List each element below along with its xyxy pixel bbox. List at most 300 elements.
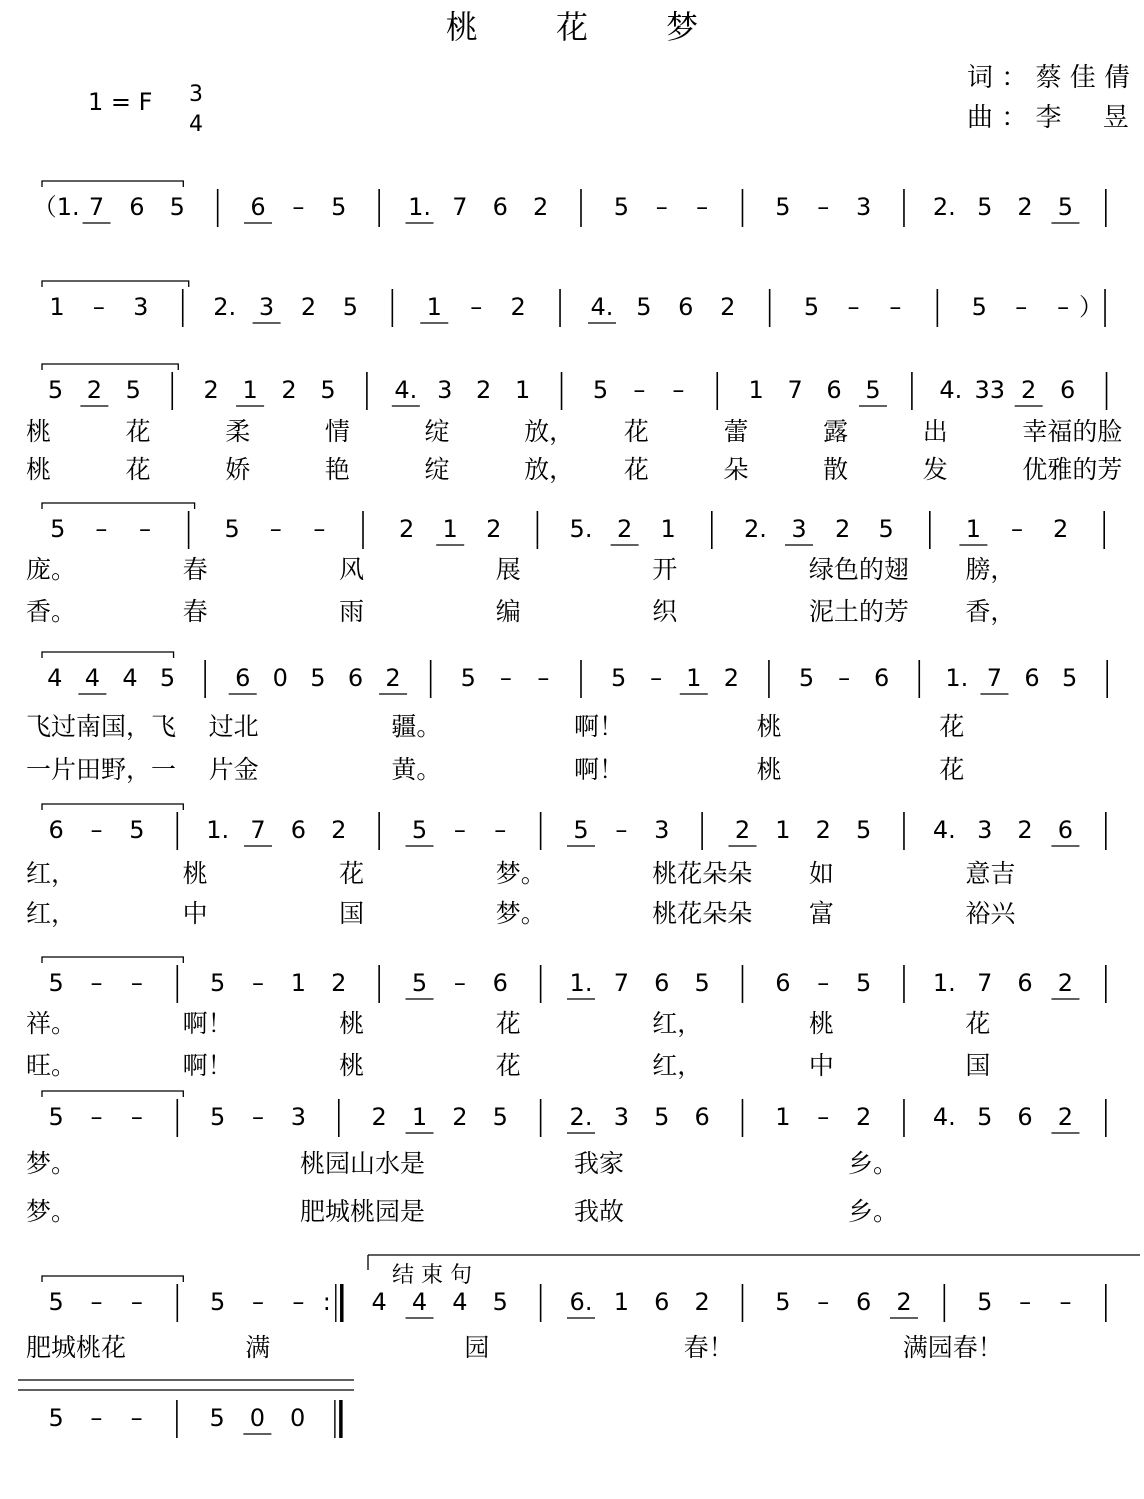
note: 2 (734, 816, 751, 844)
lyric-syllable: 园 (464, 1333, 490, 1362)
lyric-syllable: 我故 (574, 1197, 625, 1226)
dash-extension: – (130, 1103, 143, 1131)
slur-mark (42, 804, 183, 810)
lyric-syllable: 娇 (225, 455, 251, 484)
lyricist-credit: 词 ： 蔡 佳 倩 (966, 63, 1130, 93)
lyric-syllable: 桃 (339, 1051, 365, 1080)
lyric-syllable: 花 (125, 417, 151, 446)
lyric-syllable: 乡。 (848, 1149, 899, 1178)
lyric-syllable: 花 (939, 755, 965, 784)
lyric-syllable: 飞过南国，飞 (26, 712, 177, 741)
note: 5 (125, 376, 141, 404)
lyric-syllable: 梦。 (26, 1149, 77, 1178)
note: 5 (209, 1404, 225, 1432)
lyric-syllable: 膀， (965, 555, 1016, 584)
paren-close: ） (1079, 293, 1104, 321)
repeat-dots: : (322, 1288, 331, 1316)
dash-extension: – (1057, 293, 1070, 321)
lyric-syllable: 春！ (683, 1333, 734, 1362)
lyric-syllable: 桃 (26, 417, 52, 446)
lyric-syllable: 中 (182, 899, 208, 928)
slur-mark (42, 503, 195, 509)
note: 7 (250, 816, 266, 844)
note: 4 (452, 1288, 468, 1316)
note: 1 (660, 515, 676, 543)
lyric-syllable: 梦。 (26, 1197, 77, 1226)
lyric-syllable: 疆。 (391, 712, 442, 741)
ending-label: 结 束 句 (392, 1263, 472, 1288)
note: 6 (347, 664, 364, 692)
lyric-syllable: 片金 (208, 755, 259, 784)
lyric-syllable: 富 (808, 899, 834, 928)
dash-extension: – (313, 515, 326, 543)
note: 2 (1017, 816, 1033, 844)
note: 5 (592, 376, 609, 404)
note: 0 (249, 1404, 266, 1432)
lyric-syllable: 旺。 (26, 1051, 77, 1080)
dash-extension: – (672, 376, 685, 404)
note: 3 (654, 816, 670, 844)
note: 2 (398, 515, 415, 543)
note: 5 (878, 515, 894, 543)
lyric-syllable: 蕾 (723, 417, 749, 446)
note: 6 (1059, 376, 1076, 404)
note: 2. (932, 193, 956, 221)
note: 5 (48, 969, 64, 997)
note: 6 (235, 664, 251, 692)
note: 2 (331, 816, 347, 844)
lyric-syllable: 花 (339, 859, 365, 888)
slur-mark (42, 1276, 183, 1282)
lyric-syllable: 桃园山水是 (300, 1149, 426, 1178)
note: 6 (129, 193, 145, 221)
lyric-syllable: 花 (495, 1009, 521, 1038)
note: 2 (385, 664, 401, 692)
note: 3 (977, 816, 993, 844)
note: 4. (939, 376, 963, 404)
note: 5 (636, 293, 652, 321)
note: 1. (569, 969, 593, 997)
note: 5 (411, 816, 428, 844)
note: 2 (532, 193, 549, 221)
note: 1 (411, 1103, 428, 1131)
dash-extension: – (252, 1288, 265, 1316)
lyric-syllable: 梦。 (495, 899, 546, 928)
lyric-syllable: 红， (652, 1009, 703, 1038)
dash-extension: – (130, 1288, 143, 1316)
note: 2 (331, 969, 347, 997)
note: 5 (855, 969, 872, 997)
lyric-syllable: 中 (808, 1051, 834, 1080)
note: 5 (210, 1288, 226, 1316)
lyric-syllable: 桃 (808, 1009, 834, 1038)
lyric-syllable: 肥城桃园是 (300, 1197, 426, 1226)
lyric-syllable: 黄。 (391, 755, 442, 784)
lyric-syllable: 过北 (208, 712, 259, 741)
lyric-syllable: 桃 (756, 712, 782, 741)
note: 1 (290, 969, 307, 997)
note: 6 (1017, 969, 1033, 997)
note: 4 (371, 1288, 387, 1316)
note: 1. (408, 193, 431, 221)
note: 6 (694, 1103, 710, 1131)
dash-extension: – (470, 293, 483, 321)
dash-extension: – (817, 1288, 830, 1316)
lyric-syllable: 泥土的芳 (808, 597, 909, 626)
note: 7 (613, 969, 630, 997)
song-title: 桃 花 梦 (445, 8, 733, 46)
note: 3 (290, 1103, 307, 1131)
dash-extension: – (817, 969, 830, 997)
lyric-syllable: 织 (652, 597, 678, 626)
dash-extension: – (90, 1404, 103, 1432)
lyric-syllable: 春 (182, 597, 208, 626)
lyric-syllable: 梦。 (495, 859, 546, 888)
note: 2 (1057, 969, 1074, 997)
note: 1 (514, 376, 531, 404)
note: 1 (242, 376, 258, 404)
lyric-syllable: 桃 (756, 755, 782, 784)
lyric-syllable: 展 (495, 555, 521, 584)
note: 3 (613, 1103, 630, 1131)
dash-extension: – (139, 515, 151, 543)
lyric-syllable: 放， (524, 417, 575, 446)
note: 6 (654, 1288, 670, 1316)
dash-extension: – (453, 969, 466, 997)
lyric-syllable: 满 (245, 1333, 271, 1362)
note: 6. (569, 1288, 593, 1316)
lyric-syllable: 肥城桃花 (26, 1333, 127, 1362)
slur-mark (42, 364, 178, 370)
note: 2 (616, 515, 633, 543)
note: 6 (826, 376, 842, 404)
dash-extension: – (655, 193, 668, 221)
note: 5 (977, 193, 993, 221)
note: 5 (48, 1404, 64, 1432)
note: 1. (206, 816, 230, 844)
note: 7 (787, 376, 803, 404)
dash-extension: – (537, 664, 550, 692)
note: 7 (986, 664, 1003, 692)
note: 1 (775, 816, 791, 844)
score-layer (18, 181, 1140, 1438)
note: 5 (48, 1103, 64, 1131)
note: 2 (300, 293, 317, 321)
lyric-syllable: 如 (808, 859, 834, 888)
dash-extension: – (252, 969, 265, 997)
dash-extension: – (292, 193, 305, 221)
dash-extension: – (696, 193, 709, 221)
dash-extension: – (90, 816, 103, 844)
lyric-syllable: 绽 (424, 417, 450, 446)
slur-mark (42, 652, 174, 658)
note: 7 (452, 193, 468, 221)
note: 5 (47, 376, 64, 404)
note: 5 (50, 515, 66, 543)
note: 6 (874, 664, 890, 692)
lyric-syllable: 开 (652, 555, 678, 584)
lyric-syllable: 花 (939, 712, 965, 741)
lyric-syllable: 乡。 (848, 1197, 899, 1226)
dash-extension: – (90, 1103, 103, 1131)
lyric-syllable: 祥。 (26, 1009, 77, 1038)
dash-extension: – (650, 664, 663, 692)
lyric-syllable: 国 (339, 899, 365, 928)
note: 6 (775, 969, 791, 997)
note: 2 (452, 1103, 468, 1131)
dash-extension: – (1011, 515, 1023, 543)
note: 5 (775, 1288, 791, 1316)
note: 4 (122, 664, 138, 692)
lyric-syllable: 雨 (339, 597, 365, 626)
note: 4 (411, 1288, 428, 1316)
lyric-syllable: 香， (965, 597, 1016, 626)
composer-credit: 曲 ： 李 昱 (966, 103, 1129, 133)
note: 6 (492, 193, 508, 221)
lyric-syllable: 花 (965, 1009, 991, 1038)
note: （1. (32, 193, 80, 221)
note: 5 (694, 969, 710, 997)
note: 5 (342, 293, 359, 321)
note: 6 (1017, 1103, 1033, 1131)
note: 2 (1052, 515, 1069, 543)
note: 5 (977, 1288, 993, 1316)
note: 2 (815, 816, 831, 844)
dash-extension: – (453, 816, 466, 844)
note: 5 (1061, 664, 1078, 692)
note: 5 (1057, 193, 1074, 221)
note: 5 (654, 1103, 670, 1131)
lyric-syllable: 柔 (225, 417, 251, 446)
note: 6 (1024, 664, 1040, 692)
lyric-syllable: 优雅的芳 (1022, 455, 1123, 484)
note: 2 (834, 515, 851, 543)
note: 2 (1017, 193, 1033, 221)
dash-extension: – (130, 1404, 143, 1432)
dash-extension: – (130, 969, 143, 997)
note: 5 (492, 1103, 508, 1131)
note: 2 (371, 1103, 387, 1131)
note: 4. (394, 376, 418, 404)
dash-extension: – (633, 376, 646, 404)
dash-extension: – (494, 816, 507, 844)
dash-extension: – (1015, 293, 1028, 321)
lyric-syllable: 春 (182, 555, 208, 584)
lyric-syllable: 花 (623, 417, 649, 446)
lyric-syllable: 花 (125, 455, 151, 484)
lyric-syllable: 红， (26, 899, 77, 928)
note: 5 (613, 193, 630, 221)
lyric-syllable: 发 (922, 455, 948, 484)
note: 7 (977, 969, 993, 997)
dash-extension: – (838, 664, 851, 692)
note: 5 (169, 193, 185, 221)
note: 6 (654, 969, 670, 997)
lyric-syllable: 香。 (26, 597, 77, 626)
note: 5 (610, 664, 627, 692)
note: 6 (1057, 816, 1074, 844)
note: 1 (748, 376, 764, 404)
note: 5 (803, 293, 820, 321)
dash-extension: – (90, 1288, 103, 1316)
lyric-syllable: 啊！ (182, 1009, 233, 1038)
note: 33 (974, 376, 1006, 404)
note: 5 (492, 1288, 508, 1316)
dash-extension: – (1059, 1288, 1072, 1316)
note: 5 (224, 515, 240, 543)
note: 3 (437, 376, 453, 404)
lyric-syllable: 露 (823, 417, 849, 446)
note: 2. (743, 515, 767, 543)
note: 2 (510, 293, 526, 321)
lyric-syllable: 绽 (424, 455, 450, 484)
lyric-syllable: 桃 (26, 455, 52, 484)
lyric-syllable: 编 (495, 597, 521, 626)
slur-mark (42, 1091, 183, 1097)
note: 2 (723, 664, 739, 692)
lyric-syllable: 花 (623, 455, 649, 484)
note: 3 (791, 515, 807, 543)
note: 5 (129, 816, 145, 844)
note: 1 (775, 1103, 791, 1131)
note: 5 (775, 193, 791, 221)
note: 5 (210, 969, 226, 997)
note: 4 (84, 664, 101, 692)
dash-extension: – (292, 1288, 305, 1316)
note: 2 (486, 515, 502, 543)
lyric-syllable: 朵 (723, 455, 749, 484)
note: 4. (932, 1103, 956, 1131)
note: 6 (290, 816, 307, 844)
note: 5 (460, 664, 476, 692)
note: 5 (971, 293, 987, 321)
note: 2 (281, 376, 297, 404)
note: 2. (569, 1103, 593, 1131)
note: 1 (49, 293, 65, 321)
dash-extension: – (95, 515, 108, 543)
lyric-syllable: 满园春！ (902, 1333, 1003, 1362)
slur-mark (42, 181, 183, 187)
note: 5 (855, 816, 872, 844)
slur-mark (42, 957, 183, 963)
dash-extension: – (817, 1103, 830, 1131)
note: 5 (865, 376, 881, 404)
dash-extension: – (615, 816, 628, 844)
lyric-syllable: 裕兴 (965, 899, 1016, 928)
note: 4 (47, 664, 63, 692)
note: 5 (798, 664, 815, 692)
lyric-syllable: 一片田野，一 (26, 755, 177, 784)
note: 6 (678, 293, 694, 321)
lyric-syllable: 啊！ (574, 755, 625, 784)
note: 6 (855, 1288, 872, 1316)
note: 1 (965, 515, 982, 543)
lyric-syllable: 绿色的翅 (808, 555, 909, 584)
note: 1 (442, 515, 458, 543)
lyric-syllable: 红， (652, 1051, 703, 1080)
note: 5 (331, 193, 347, 221)
note: 0 (289, 1404, 306, 1432)
lyric-syllable: 散 (823, 455, 849, 484)
note: 2 (720, 293, 736, 321)
lyric-syllable: 桃花朵朵 (652, 899, 753, 928)
lyric-syllable: 国 (965, 1051, 991, 1080)
note: 5 (573, 816, 589, 844)
note: 1 (613, 1288, 630, 1316)
note: 2 (203, 376, 219, 404)
lyric-syllable: 啊！ (574, 712, 625, 741)
note: 3 (855, 193, 872, 221)
lyric-syllable: 桃 (339, 1009, 365, 1038)
dash-extension: – (817, 193, 830, 221)
note: 1 (426, 293, 442, 321)
note: 2 (896, 1288, 912, 1316)
lyric-syllable: 情 (324, 417, 350, 446)
note: 2. (213, 293, 237, 321)
lyric-syllable: 啊！ (182, 1051, 233, 1080)
dash-extension: – (889, 293, 902, 321)
note: 5. (569, 515, 593, 543)
note: 4. (932, 816, 956, 844)
lyric-syllable: 幸福的脸 (1022, 417, 1123, 446)
note: 6 (250, 193, 266, 221)
note: 5 (411, 969, 428, 997)
lyric-syllable: 桃花朵朵 (652, 859, 753, 888)
note: 4. (590, 293, 614, 321)
note: 0 (272, 664, 288, 692)
note: 1 (686, 664, 702, 692)
note: 3 (133, 293, 149, 321)
time-signature-bottom: 4 (189, 112, 203, 137)
dash-extension: – (90, 969, 103, 997)
note: 5 (977, 1103, 993, 1131)
note: 1. (945, 664, 969, 692)
dash-extension: – (269, 515, 282, 543)
lyric-syllable: 庞。 (26, 555, 77, 584)
lyric-syllable: 红， (26, 859, 77, 888)
key-signature: 1 = F (88, 88, 153, 116)
slur-mark (42, 281, 189, 287)
lyric-syllable: 意吉 (965, 859, 1016, 888)
dash-extension: – (1019, 1288, 1032, 1316)
note: 2 (1057, 1103, 1074, 1131)
lyric-syllable: 风 (339, 555, 365, 584)
note: 5 (310, 664, 326, 692)
note: 6 (48, 816, 64, 844)
dash-extension: – (252, 1103, 265, 1131)
note: 2 (694, 1288, 710, 1316)
note: 2 (476, 376, 492, 404)
note: 5 (320, 376, 336, 404)
dash-extension: – (499, 664, 512, 692)
note: 3 (258, 293, 275, 321)
lyric-syllable: 出 (922, 417, 948, 446)
dash-extension: – (92, 293, 105, 321)
note: 1. (932, 969, 956, 997)
note: 5 (159, 664, 176, 692)
note: 5 (48, 1288, 64, 1316)
note: 2 (1021, 376, 1037, 404)
lyric-syllable: 我家 (574, 1149, 625, 1178)
note: 5 (210, 1103, 226, 1131)
time-signature-top: 3 (189, 82, 203, 107)
note: 2 (86, 376, 103, 404)
lyric-syllable: 花 (495, 1051, 521, 1080)
dash-extension: – (847, 293, 860, 321)
note: 6 (492, 969, 508, 997)
lyric-syllable: 放， (524, 455, 575, 484)
lyric-syllable: 艳 (324, 455, 350, 484)
